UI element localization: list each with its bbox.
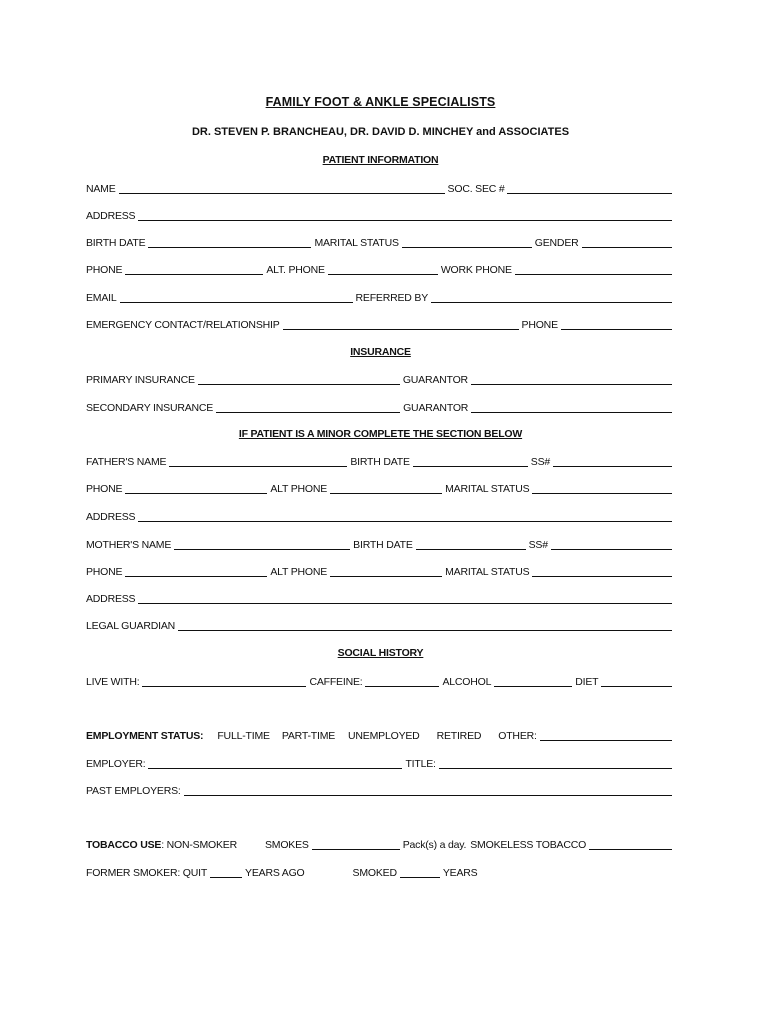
legal-guardian-label: LEGAL GUARDIAN xyxy=(86,620,176,632)
mother-phone-label: PHONE xyxy=(86,566,123,578)
part-time-option[interactable]: PART-TIME xyxy=(281,730,336,742)
secondary-guarantor-label: GUARANTOR xyxy=(403,402,469,414)
emergency-contact-field[interactable] xyxy=(283,317,519,330)
father-ss-field[interactable] xyxy=(553,454,672,467)
work-phone-field[interactable] xyxy=(515,262,672,275)
caffeine-label: CAFFEINE: xyxy=(309,676,363,688)
patient-information-heading: PATIENT INFORMATION xyxy=(322,154,439,166)
retired-option[interactable]: RETIRED xyxy=(436,730,482,742)
phone-field[interactable] xyxy=(125,262,263,275)
live-with-label: LIVE WITH: xyxy=(86,676,140,688)
work-phone-label: WORK PHONE xyxy=(440,264,512,276)
father-marital-status-label: MARITAL STATUS xyxy=(445,483,530,495)
diet-field[interactable] xyxy=(601,674,672,687)
primary-insurance-row xyxy=(86,371,675,387)
alcohol-label: ALCOHOL xyxy=(442,676,492,688)
diet-label: DIET xyxy=(575,676,599,688)
address-label: ADDRESS xyxy=(86,210,136,222)
tobacco-use-row xyxy=(86,836,675,852)
employment-status-row xyxy=(86,727,675,743)
name-label: NAME xyxy=(86,183,116,195)
mother-address-field[interactable] xyxy=(138,591,672,604)
secondary-insurance-label: SECONDARY INSURANCE xyxy=(86,402,214,414)
father-birth-date-field[interactable] xyxy=(413,454,528,467)
marital-status-field[interactable] xyxy=(402,235,532,248)
social-history-heading: SOCIAL HISTORY xyxy=(337,647,424,659)
smoked-label: SMOKED xyxy=(352,867,397,879)
title-label: TITLE: xyxy=(405,758,436,770)
email-field[interactable] xyxy=(120,290,353,303)
non-smoker-option[interactable]: : NON-SMOKER xyxy=(161,839,237,851)
fathers-name-label: FATHER'S NAME xyxy=(86,456,167,468)
form-title: FAMILY FOOT & ANKLE SPECIALISTS xyxy=(265,95,496,109)
past-employers-row xyxy=(86,782,675,798)
phone-row xyxy=(86,261,675,277)
emergency-phone-label: PHONE xyxy=(521,319,558,331)
mothers-name-field[interactable] xyxy=(174,537,350,550)
legal-guardian-field[interactable] xyxy=(178,618,672,631)
full-time-option[interactable]: FULL-TIME xyxy=(217,730,270,742)
mother-phone-row xyxy=(86,563,675,579)
referred-by-field[interactable] xyxy=(431,290,672,303)
father-alt-phone-field[interactable] xyxy=(330,481,442,494)
mother-ss-field[interactable] xyxy=(551,537,672,550)
father-address-label: ADDRESS xyxy=(86,511,136,523)
doctors-line: DR. STEVEN P. BRANCHEAU, DR. DAVID D. MINCHEY and ASSOCIATES xyxy=(191,126,570,138)
primary-guarantor-field[interactable] xyxy=(471,372,672,385)
other-option[interactable]: OTHER: xyxy=(498,730,537,742)
years-ago-field[interactable] xyxy=(210,865,242,878)
alt-phone-label: ALT. PHONE xyxy=(266,264,325,276)
smokes-option[interactable]: SMOKES xyxy=(264,839,309,851)
father-phone-label: PHONE xyxy=(86,483,123,495)
packs-a-day-field[interactable] xyxy=(312,837,400,850)
social-history-row xyxy=(86,673,675,689)
unemployed-option[interactable]: UNEMPLOYED xyxy=(348,730,420,742)
father-marital-status-field[interactable] xyxy=(532,481,672,494)
name-field[interactable] xyxy=(119,181,445,194)
alcohol-field[interactable] xyxy=(494,674,572,687)
mother-birth-date-field[interactable] xyxy=(416,537,526,550)
secondary-insurance-row xyxy=(86,399,675,415)
father-address-field[interactable] xyxy=(138,509,672,522)
mother-birth-date-label: BIRTH DATE xyxy=(353,539,413,551)
father-address-row xyxy=(86,508,675,524)
smokeless-tobacco-field[interactable] xyxy=(589,837,672,850)
legal-guardian-row xyxy=(86,617,675,633)
mother-phone-field[interactable] xyxy=(125,564,267,577)
mother-address-label: ADDRESS xyxy=(86,593,136,605)
soc-sec-label: SOC. SEC # xyxy=(447,183,505,195)
years-ago-label: YEARS AGO xyxy=(245,867,305,879)
email-row xyxy=(86,289,675,305)
mother-alt-phone-field[interactable] xyxy=(330,564,442,577)
emergency-contact-row xyxy=(86,316,675,332)
employer-label: EMPLOYER: xyxy=(86,758,146,770)
live-with-field[interactable] xyxy=(142,674,306,687)
emergency-phone-field[interactable] xyxy=(561,317,672,330)
years-smoked-field[interactable] xyxy=(400,865,440,878)
tobacco-use-label: TOBACCO USE xyxy=(86,839,162,851)
birth-date-row xyxy=(86,234,675,250)
father-ss-label: SS# xyxy=(530,456,551,468)
employer-row xyxy=(86,755,675,771)
smokeless-tobacco-option[interactable]: SMOKELESS TOBACCO xyxy=(470,839,587,851)
primary-insurance-label: PRIMARY INSURANCE xyxy=(86,374,195,386)
former-smoker-row xyxy=(86,864,506,880)
years-label: YEARS xyxy=(442,867,478,879)
minor-section-heading: IF PATIENT IS A MINOR COMPLETE THE SECTION BELOW xyxy=(238,428,523,440)
soc-sec-field[interactable] xyxy=(507,181,672,194)
past-employers-field[interactable] xyxy=(184,783,672,796)
caffeine-field[interactable] xyxy=(365,674,439,687)
mother-ss-label: SS# xyxy=(528,539,548,551)
phone-label: PHONE xyxy=(86,264,123,276)
mother-marital-status-field[interactable] xyxy=(532,564,672,577)
email-label: EMAIL xyxy=(86,292,117,304)
referred-by-label: REFERRED BY xyxy=(355,292,428,304)
past-employers-label: PAST EMPLOYERS: xyxy=(86,785,181,797)
father-birth-date-label: BIRTH DATE xyxy=(350,456,410,468)
packs-a-day-label: Pack(s) a day. xyxy=(402,839,467,851)
birth-date-label: BIRTH DATE xyxy=(86,237,146,249)
birth-date-field[interactable] xyxy=(148,235,311,248)
alt-phone-field[interactable] xyxy=(328,262,438,275)
title-field[interactable] xyxy=(439,756,672,769)
mother-alt-phone-label: ALT PHONE xyxy=(270,566,328,578)
name-row xyxy=(86,180,675,196)
marital-status-label: MARITAL STATUS xyxy=(314,237,399,249)
employment-status-label: EMPLOYMENT STATUS: xyxy=(86,730,204,742)
insurance-heading: INSURANCE xyxy=(350,346,411,358)
mother-address-row xyxy=(86,590,675,606)
mother-name-row xyxy=(86,536,675,552)
father-phone-row xyxy=(86,480,675,496)
address-row xyxy=(86,207,675,223)
secondary-guarantor-field[interactable] xyxy=(471,400,672,413)
address-field[interactable] xyxy=(138,208,672,221)
mother-marital-status-label: MARITAL STATUS xyxy=(445,566,530,578)
former-smoker-quit-label: FORMER SMOKER: QUIT xyxy=(86,867,208,879)
father-name-row xyxy=(86,453,675,469)
fathers-name-field[interactable] xyxy=(169,454,347,467)
secondary-insurance-field[interactable] xyxy=(216,400,400,413)
gender-label: GENDER xyxy=(534,237,579,249)
mothers-name-label: MOTHER'S NAME xyxy=(86,539,172,551)
employer-field[interactable] xyxy=(148,756,402,769)
primary-insurance-field[interactable] xyxy=(198,372,400,385)
primary-guarantor-label: GUARANTOR xyxy=(402,374,468,386)
other-field[interactable] xyxy=(540,728,672,741)
father-alt-phone-label: ALT PHONE xyxy=(270,483,328,495)
father-phone-field[interactable] xyxy=(125,481,267,494)
gender-field[interactable] xyxy=(582,235,672,248)
emergency-contact-label: EMERGENCY CONTACT/RELATIONSHIP xyxy=(86,319,280,331)
